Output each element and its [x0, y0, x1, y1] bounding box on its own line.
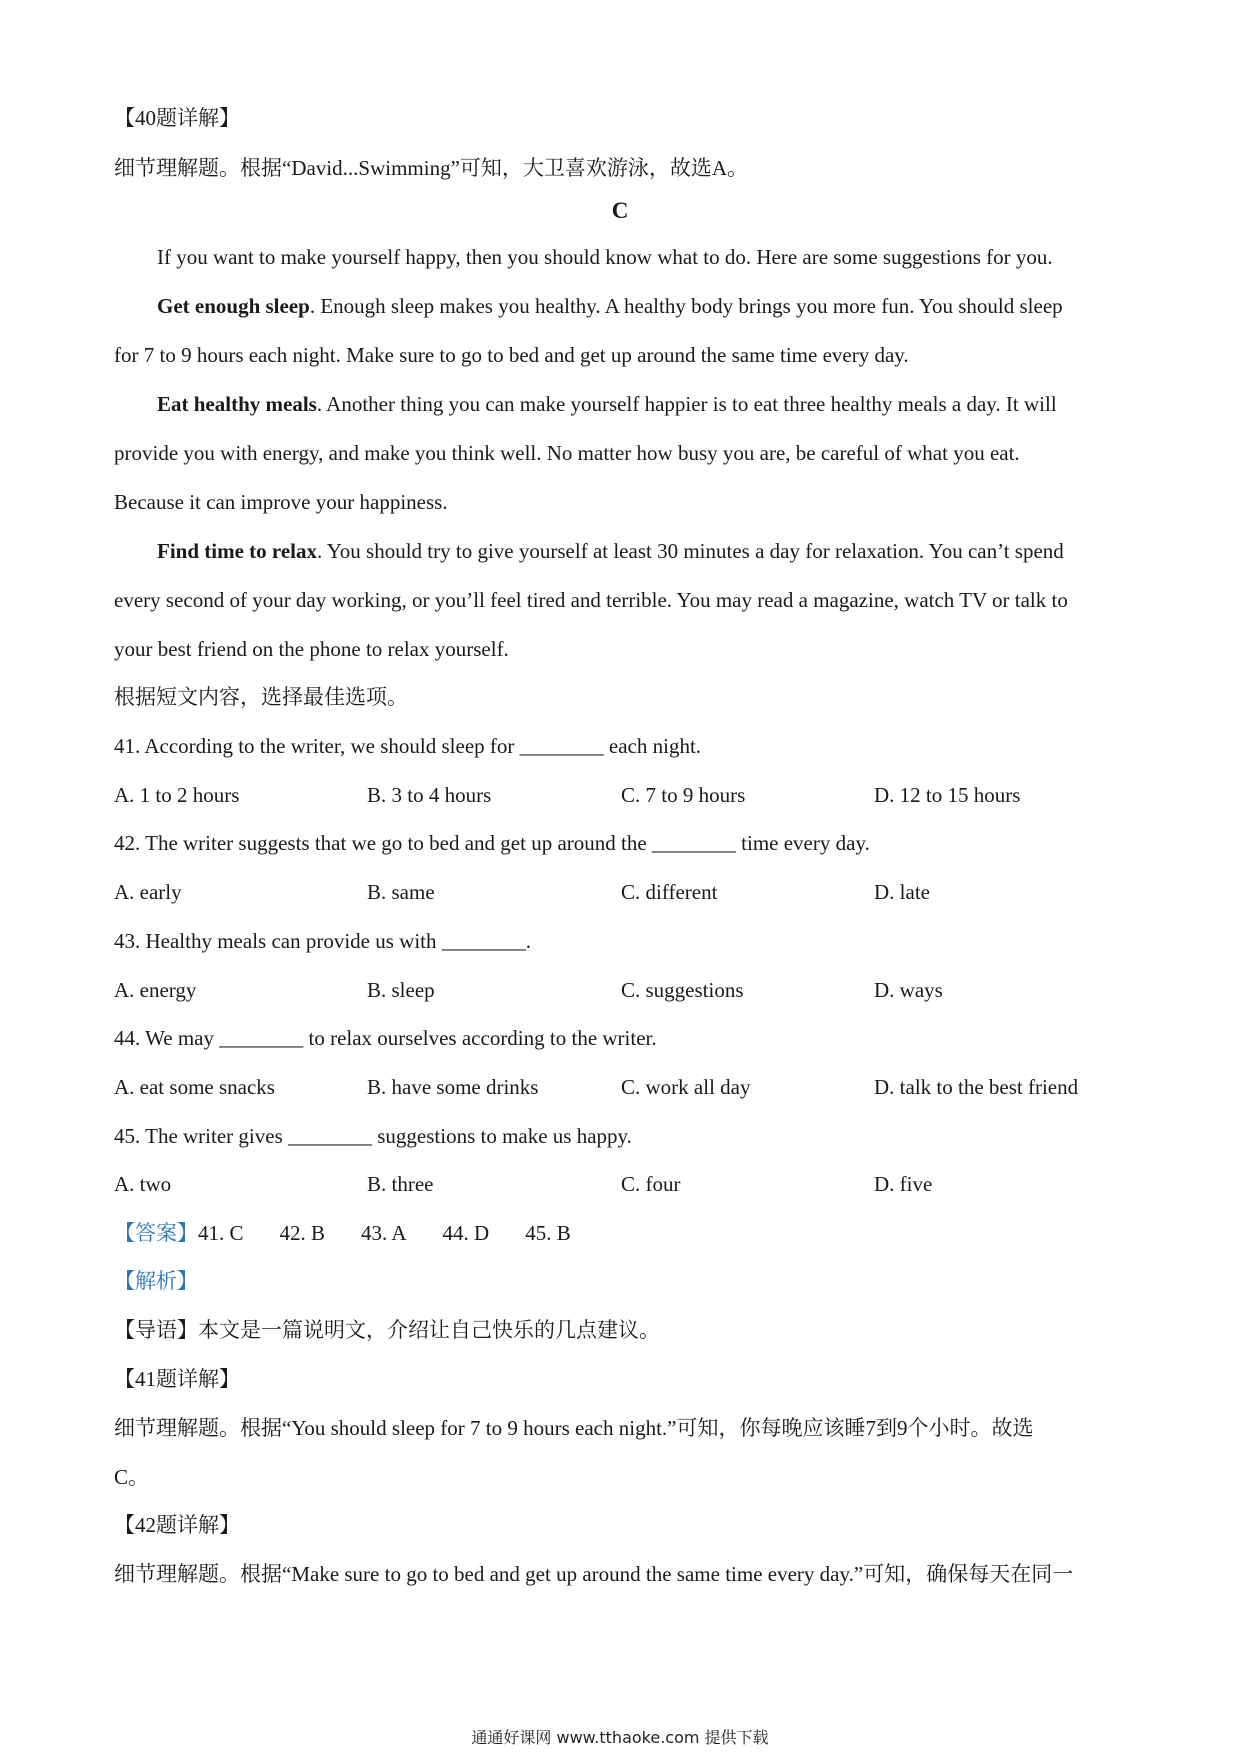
option-b: B. three: [367, 1172, 434, 1196]
option-d: D. ways: [874, 978, 943, 1002]
option-c: C. different: [621, 880, 718, 904]
instruction: 根据短文内容，选择最佳选项。: [114, 685, 408, 709]
option-d: D. 12 to 15 hours: [874, 783, 1021, 807]
option-c: C. work all day: [621, 1075, 751, 1099]
option-a: A. energy: [114, 978, 197, 1002]
passage-p2-line2: provide you with energy, and make you think well. No matter how busy you are, be careful of what you eat.: [114, 441, 1020, 465]
option-b: B. 3 to 4 hours: [367, 783, 492, 807]
answer-item: 41. C: [198, 1221, 244, 1245]
question-45: 45. The writer gives ________ suggestions to make us happy.: [114, 1124, 632, 1148]
q42-explanation-line1: 细节理解题。根据“Make sure to go to bed and get up around the same time every day.”可知，确保每天在同一: [114, 1562, 1074, 1586]
passage-p2-line1: Eat healthy meals. Another thing you can make yourself happier is to eat three healthy meals a day. It will: [157, 392, 1057, 416]
option-b: B. sleep: [367, 978, 435, 1002]
passage-p3-line2: every second of your day working, or you’ll feel tired and terrible. You may read a magazine, watch TV or talk to: [114, 588, 1068, 612]
analysis-label: 【解析】: [114, 1269, 198, 1293]
option-d: D. late: [874, 880, 930, 904]
answer-item: 43. A: [361, 1221, 407, 1245]
option-a: A. early: [114, 880, 182, 904]
option-d: D. five: [874, 1172, 933, 1196]
question-43: 43. Healthy meals can provide us with ________.: [114, 929, 532, 953]
page-footer: 通通好课网 www.tthaoke.com 提供下载: [471, 1728, 769, 1747]
q42-heading: 【42题详解】: [114, 1513, 240, 1537]
option-d: D. talk to the best friend: [874, 1075, 1079, 1099]
answer-label: 【答案】: [114, 1221, 198, 1245]
option-c: C. 7 to 9 hours: [621, 783, 746, 807]
q41-heading: 【41题详解】: [114, 1367, 240, 1391]
question-42-options: [114, 878, 1114, 906]
answer-item: 42. B: [279, 1221, 326, 1245]
option-b: B. have some drinks: [367, 1075, 539, 1099]
p3-heading: Find time to relax: [157, 539, 318, 563]
guide-text: 【导语】本文是一篇说明文，介绍让自己快乐的几点建议。: [114, 1318, 660, 1342]
option-a: A. eat some snacks: [114, 1075, 275, 1099]
passage-p3-line1: Find time to relax. You should try to give yourself at least 30 minutes a day for relaxation. You can’t spend: [157, 539, 1064, 563]
question-41-options: [114, 781, 1114, 809]
answer-item: 45. B: [525, 1221, 571, 1245]
passage-intro: If you want to make yourself happy, then you should know what to do. Here are some suggestions for you.: [157, 245, 1053, 269]
section-title: C: [611, 198, 629, 223]
option-a: A. 1 to 2 hours: [114, 783, 240, 807]
answer-row: [114, 1219, 571, 1247]
passage-p3-line3: your best friend on the phone to relax yourself.: [114, 637, 509, 661]
option-b: B. same: [367, 880, 435, 904]
p2-heading: Eat healthy meals: [157, 392, 317, 416]
option-a: A. two: [114, 1172, 172, 1196]
passage-p1-line1: Get enough sleep. Enough sleep makes you healthy. A healthy body brings you more fun. You should sleep: [157, 294, 1063, 318]
option-c: C. suggestions: [621, 978, 744, 1002]
q40-explanation: 细节理解题。根据“David...Swimming”可知，大卫喜欢游泳，故选A。: [114, 156, 749, 180]
answer-item: 44. D: [442, 1221, 490, 1245]
question-44: 44. We may ________ to relax ourselves according to the writer.: [114, 1026, 657, 1050]
option-c: C. four: [621, 1172, 681, 1196]
q40-heading: 【40题详解】: [114, 106, 240, 130]
question-43-options: [114, 976, 1114, 1004]
passage-p1-line2: for 7 to 9 hours each night. Make sure to go to bed and get up around the same time every day.: [114, 343, 909, 367]
q41-explanation-line2: C。: [114, 1465, 150, 1489]
question-41: 41. According to the writer, we should sleep for ________ each night.: [114, 734, 702, 758]
q41-explanation-line1: 细节理解题。根据“You should sleep for 7 to 9 hours each night.”可知，你每晚应该睡7到9个小时。故选: [114, 1416, 1034, 1440]
question-42: 42. The writer suggests that we go to bed and get up around the ________ time every day.: [114, 831, 870, 855]
passage-p2-line3: Because it can improve your happiness.: [114, 490, 448, 514]
question-45-options: [114, 1170, 1114, 1198]
question-44-options: [114, 1073, 1114, 1101]
p1-heading: Get enough sleep: [157, 294, 310, 318]
